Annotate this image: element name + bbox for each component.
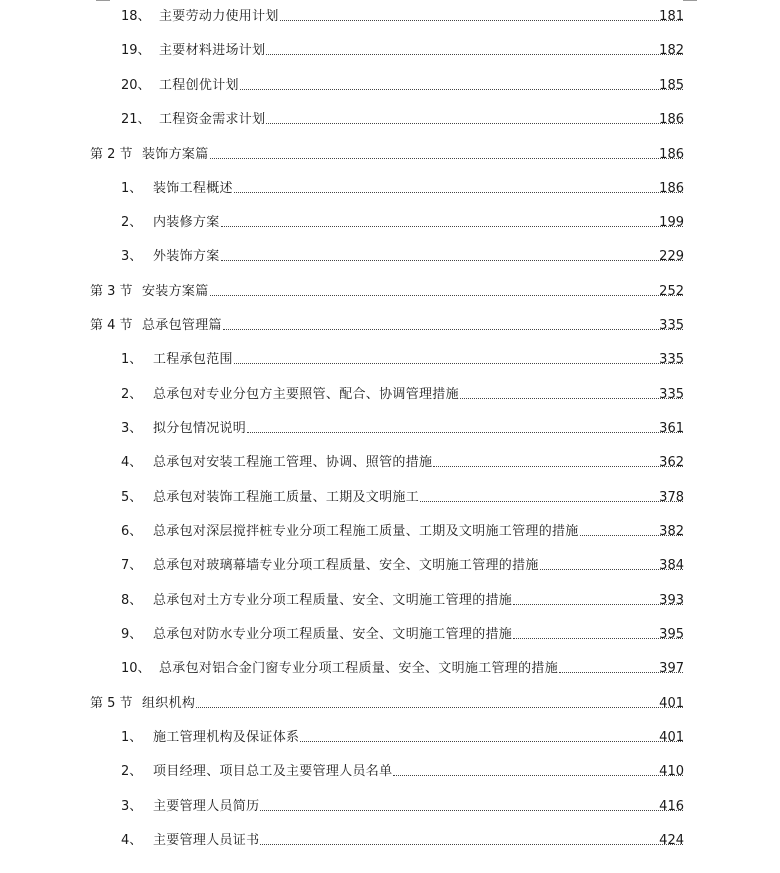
- toc-entry-title: 主要材料进场计划: [159, 43, 266, 58]
- toc-entry-number: 21、: [121, 112, 151, 127]
- toc-leader-dots: [223, 329, 683, 330]
- toc-leader-dots: [260, 810, 683, 811]
- toc-leader-dots: [247, 432, 683, 433]
- toc-leader-dots: [393, 775, 683, 776]
- toc-page-number: 410: [659, 764, 684, 779]
- toc-page-number: 185: [659, 78, 684, 93]
- toc-entry-number: 18、: [121, 9, 151, 24]
- toc-entry-number: 2、: [121, 387, 143, 402]
- toc-section-title: 组织机构: [142, 696, 196, 711]
- toc-entry-number: 10、: [121, 661, 151, 676]
- toc-page-number: 229: [659, 249, 684, 264]
- toc-section-number: 第 2 节: [90, 147, 133, 162]
- toc-page-number: 378: [659, 490, 684, 505]
- toc-entry[interactable]: [0, 247, 780, 267]
- toc-entry-number: 4、: [121, 455, 143, 470]
- toc-entry-title: 拟分包情况说明: [153, 421, 247, 436]
- toc-entry-number: 5、: [121, 490, 143, 505]
- toc-entry[interactable]: [0, 179, 780, 199]
- toc-leader-dots: [210, 158, 683, 159]
- toc-entry-title: 内装修方案: [153, 215, 220, 230]
- toc-section-number: 第 4 节: [90, 318, 133, 333]
- toc-page-number: 186: [659, 147, 684, 162]
- toc-leader-dots: [210, 295, 683, 296]
- toc-entry-number: 4、: [121, 833, 143, 848]
- toc-entry-title: 施工管理机构及保证体系: [153, 730, 300, 745]
- toc-entry-number: 3、: [121, 421, 143, 436]
- toc-leader-dots: [266, 123, 683, 124]
- toc-entry[interactable]: [0, 350, 780, 370]
- toc-entry-number: 19、: [121, 43, 151, 58]
- toc-section-title: 安装方案篇: [142, 284, 209, 299]
- toc-entry[interactable]: [0, 419, 780, 439]
- toc-leader-dots: [266, 54, 683, 55]
- toc-entry[interactable]: [0, 213, 780, 233]
- toc-entry-number: 3、: [121, 799, 143, 814]
- toc-entry[interactable]: [0, 625, 780, 645]
- toc-page-number: 199: [659, 215, 684, 230]
- toc-entry-title: 主要管理人员证书: [153, 833, 260, 848]
- toc-section-title: 总承包管理篇: [142, 318, 222, 333]
- toc-leader-dots: [221, 260, 683, 261]
- toc-leader-dots: [221, 226, 683, 227]
- toc-leader-dots: [240, 89, 683, 90]
- toc-entry[interactable]: [0, 728, 780, 748]
- toc-page-number: 416: [659, 799, 684, 814]
- toc-entry-number: 20、: [121, 78, 151, 93]
- toc-entry-title: 总承包对专业分包方主要照管、配合、协调管理措施: [153, 387, 459, 402]
- toc-page-number: 401: [659, 730, 684, 745]
- toc-entry[interactable]: [0, 385, 780, 405]
- toc-entry-number: 7、: [121, 558, 143, 573]
- toc-entry-title: 总承包对玻璃幕墙专业分项工程质量、安全、文明施工管理的措施: [153, 558, 539, 573]
- toc-section-entry[interactable]: [0, 282, 780, 302]
- toc-section-entry[interactable]: [0, 694, 780, 714]
- toc-entry[interactable]: [0, 76, 780, 96]
- toc-entry-number: 1、: [121, 730, 143, 745]
- toc-leader-dots: [234, 192, 683, 193]
- toc-entry-title: 外装饰方案: [153, 249, 220, 264]
- toc-entry-number: 9、: [121, 627, 143, 642]
- toc-entry[interactable]: [0, 488, 780, 508]
- toc-entry-title: 装饰工程概述: [153, 181, 233, 196]
- toc-entry[interactable]: [0, 659, 780, 679]
- toc-entry-title: 总承包对装饰工程施工质量、工期及文明施工: [153, 490, 420, 505]
- toc-section-entry[interactable]: [0, 316, 780, 336]
- toc-entry-number: 2、: [121, 764, 143, 779]
- toc-page-number: 384: [659, 558, 684, 573]
- toc-entry-number: 3、: [121, 249, 143, 264]
- toc-page-number: 186: [659, 112, 684, 127]
- toc-entry[interactable]: [0, 591, 780, 611]
- toc-entry[interactable]: [0, 556, 780, 576]
- toc-entry-number: 1、: [121, 181, 143, 196]
- toc-leader-dots: [260, 844, 683, 845]
- toc-page-number: 182: [659, 43, 684, 58]
- toc-leader-dots: [280, 20, 683, 21]
- toc-page-number: 424: [659, 833, 684, 848]
- toc-page-number: 335: [659, 352, 684, 367]
- toc-entry-title: 总承包对安装工程施工管理、协调、照管的措施: [153, 455, 433, 470]
- toc-page-number: 397: [659, 661, 684, 676]
- toc-page-number: 401: [659, 696, 684, 711]
- toc-entry-title: 总承包对铝合金门窗专业分项工程质量、安全、文明施工管理的措施: [159, 661, 559, 676]
- toc-page-number: 361: [659, 421, 684, 436]
- toc-leader-dots: [300, 741, 683, 742]
- toc-page-number: 186: [659, 181, 684, 196]
- toc-entry[interactable]: [0, 453, 780, 473]
- toc-page-number: 335: [659, 387, 684, 402]
- toc-section-number: 第 5 节: [90, 696, 133, 711]
- toc-section-title: 装饰方案篇: [142, 147, 209, 162]
- toc-entry-title: 工程创优计划: [159, 78, 239, 93]
- toc-entry[interactable]: [0, 797, 780, 817]
- toc-entry[interactable]: [0, 110, 780, 130]
- toc-leader-dots: [196, 707, 683, 708]
- toc-section-number: 第 3 节: [90, 284, 133, 299]
- toc-entry-title: 项目经理、项目总工及主要管理人员名单: [153, 764, 393, 779]
- toc-entry-number: 6、: [121, 524, 143, 539]
- toc-entry-title: 工程资金需求计划: [159, 112, 266, 127]
- toc-page-number: 382: [659, 524, 684, 539]
- toc-page-number: 395: [659, 627, 684, 642]
- toc-entry-title: 总承包对防水专业分项工程质量、安全、文明施工管理的措施: [153, 627, 513, 642]
- toc-page-number: 252: [659, 284, 684, 299]
- toc-page-number: 335: [659, 318, 684, 333]
- toc-entry-title: 主要管理人员简历: [153, 799, 260, 814]
- toc-entry-title: 主要劳动力使用计划: [159, 9, 279, 24]
- toc-entry[interactable]: [0, 522, 780, 542]
- toc-page-number: 393: [659, 593, 684, 608]
- toc-page-number: 181: [659, 9, 684, 24]
- toc-entry[interactable]: [0, 41, 780, 61]
- toc-page-number: 362: [659, 455, 684, 470]
- toc-leader-dots: [234, 363, 683, 364]
- toc-entry-title: 总承包对深层搅拌桩专业分项工程施工质量、工期及文明施工管理的措施: [153, 524, 579, 539]
- toc-entry-title: 总承包对土方专业分项工程质量、安全、文明施工管理的措施: [153, 593, 513, 608]
- toc-entry[interactable]: [0, 7, 780, 27]
- toc-entry[interactable]: [0, 831, 780, 851]
- toc-entry-number: 2、: [121, 215, 143, 230]
- toc-entry-number: 8、: [121, 593, 143, 608]
- toc-section-entry[interactable]: [0, 145, 780, 165]
- toc-entry-number: 1、: [121, 352, 143, 367]
- toc-entry[interactable]: [0, 762, 780, 782]
- toc-entry-title: 工程承包范围: [153, 352, 233, 367]
